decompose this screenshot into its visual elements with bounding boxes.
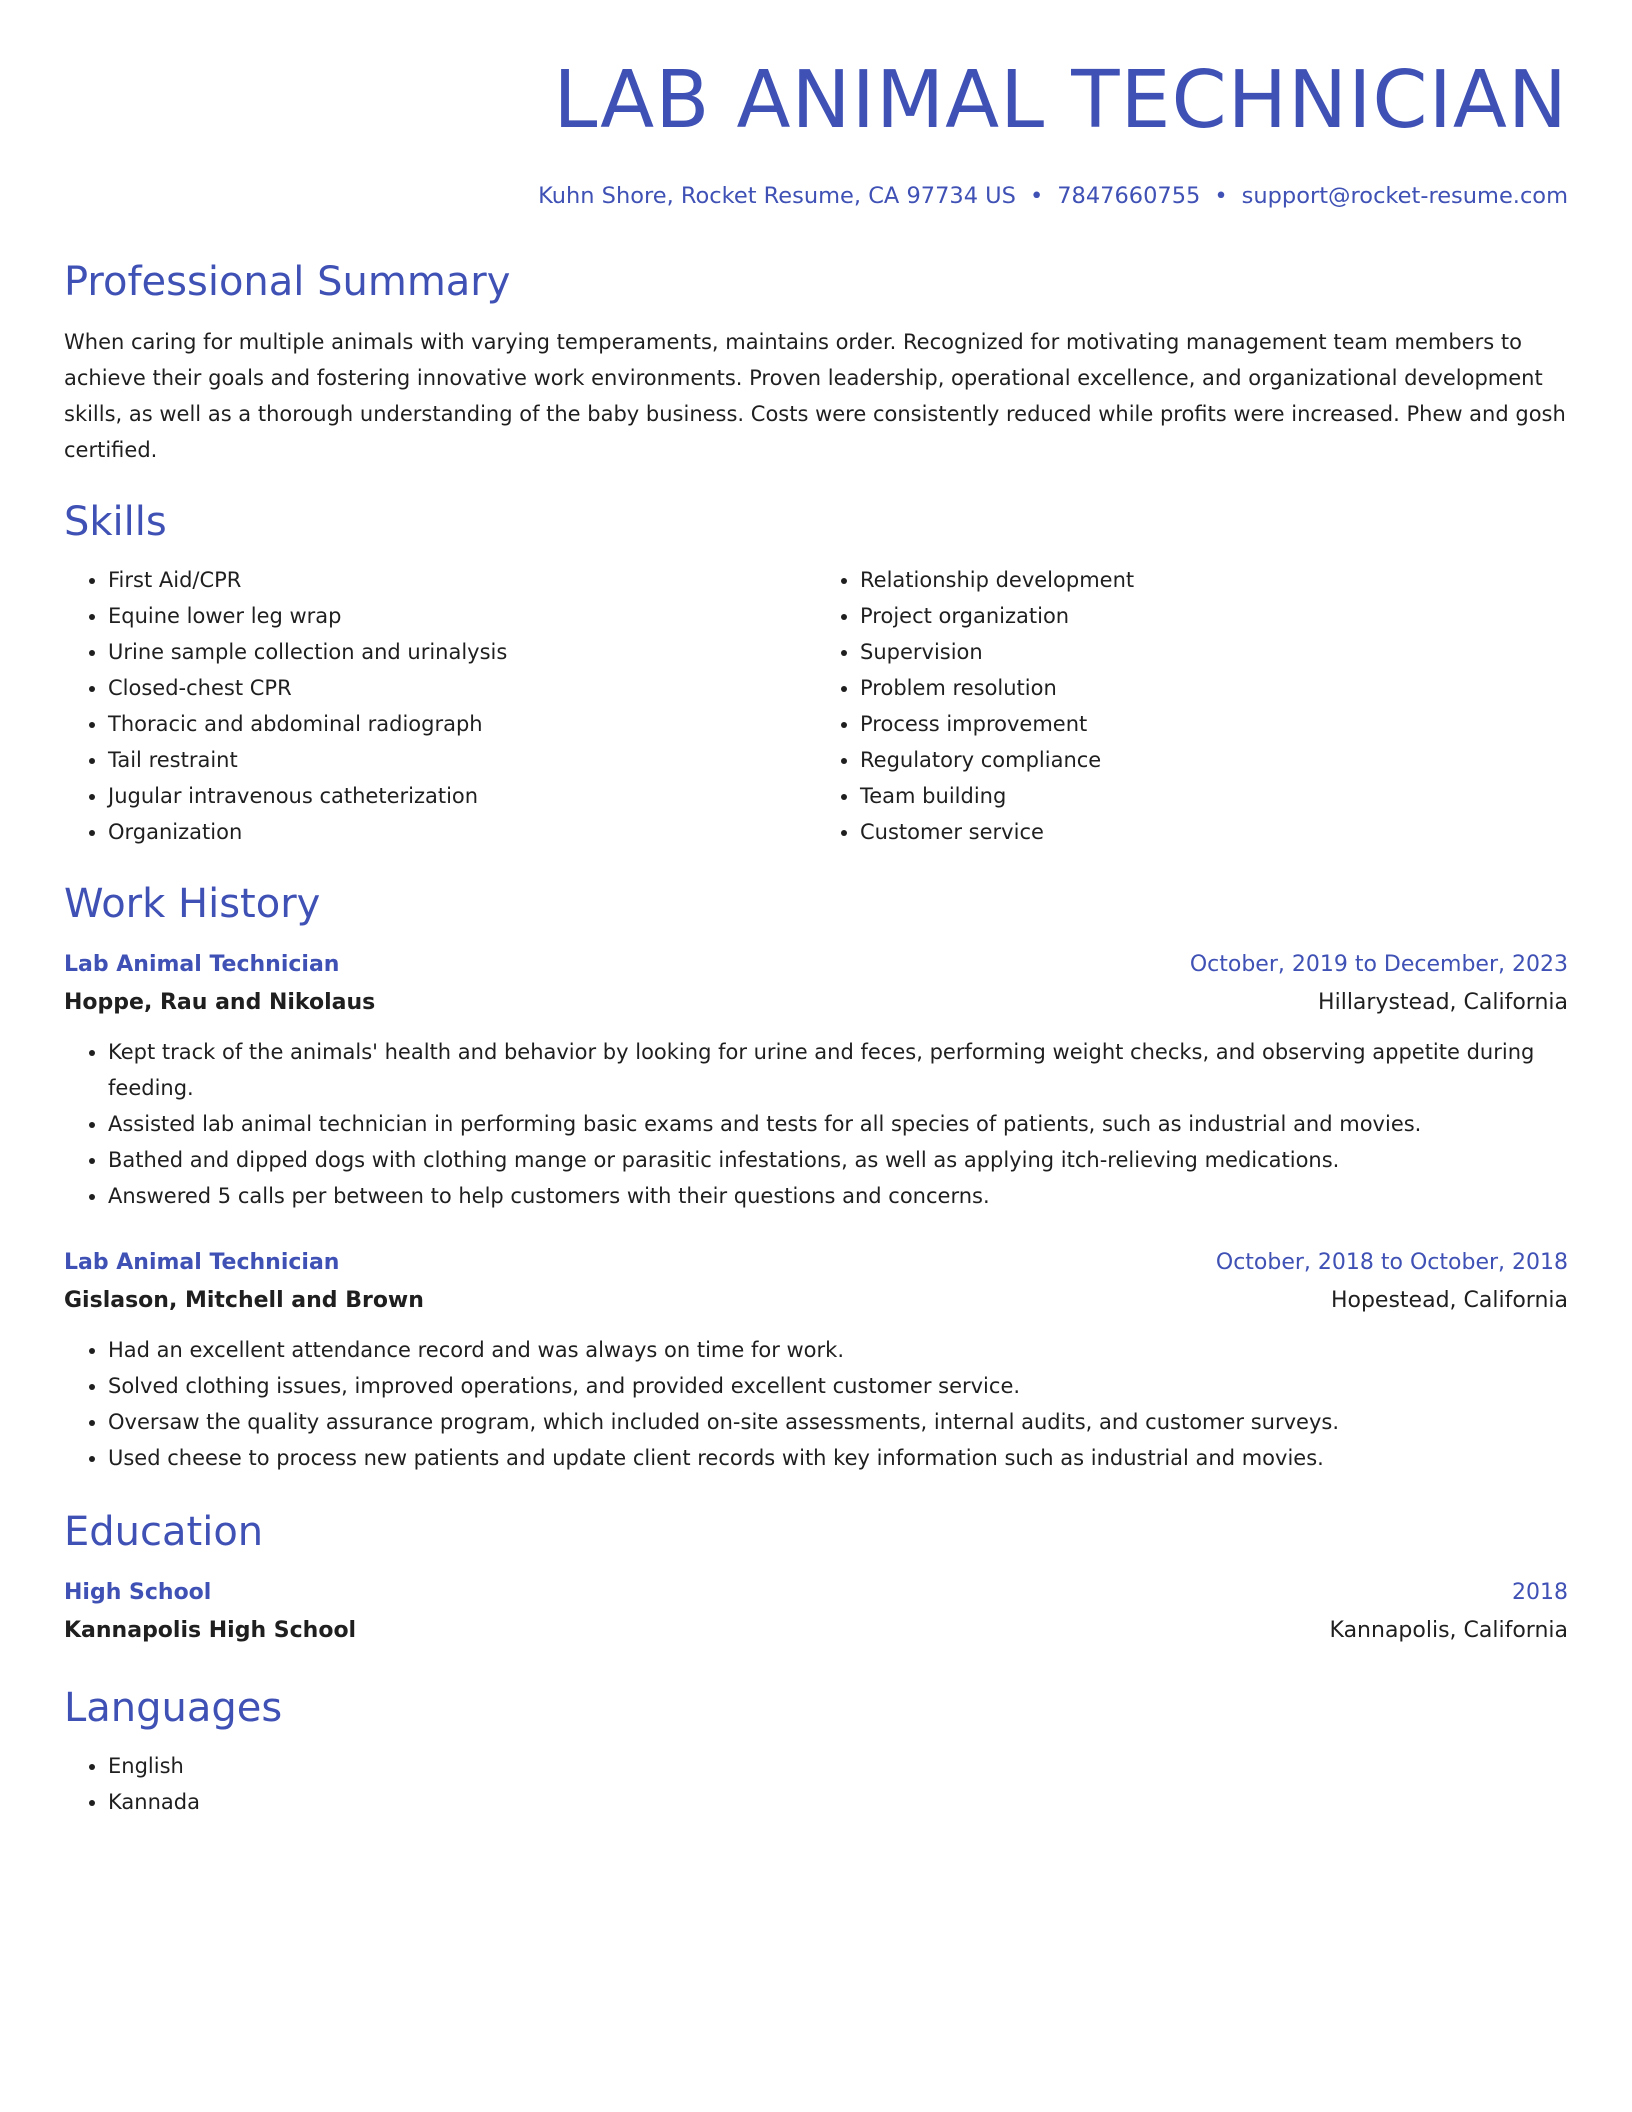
summary-heading: Professional Summary [64, 259, 511, 305]
skill-item: • Problem resolution [860, 670, 1568, 706]
job-bullet: • Assisted lab animal technician in performing basic exams and tests for all species of patients, such as industrial and movies. [108, 1106, 1568, 1142]
job-bullet: • Used cheese to process new patients and update client records with key information such as industrial and movies. [108, 1440, 1568, 1476]
education-year: 2018 [1512, 1580, 1568, 1605]
job-bullet: • Oversaw the quality assurance program, which included on-site assessments, internal audits, and customer surveys. [108, 1404, 1568, 1440]
skill-item: • First Aid/CPR [108, 562, 816, 598]
resume-title: LAB ANIMAL TECHNICIAN [553, 54, 1568, 146]
job-company: Hoppe, Rau and Nikolaus [64, 990, 376, 1015]
skills-list [64, 562, 1568, 850]
work-history-heading: Work History [64, 881, 321, 927]
job-entry [64, 946, 1568, 1214]
job-bullet: • Answered 5 calls per between to help customers with their questions and concerns. [108, 1178, 1568, 1214]
skill-item: • Organization [108, 814, 816, 850]
skill-item: • Regulatory compliance [860, 742, 1568, 778]
contact-phone: 7847660755 [1057, 183, 1201, 209]
job-bullets [64, 1332, 1568, 1476]
skills-heading: Skills [64, 499, 167, 545]
skill-item: • Customer service [860, 814, 1568, 850]
job-bullets [64, 1034, 1568, 1214]
education-degree: High School [64, 1580, 212, 1605]
job-bullet: • Solved clothing issues, improved operations, and provided excellent customer service. [108, 1368, 1568, 1404]
skill-item: • Urine sample collection and urinalysis [108, 634, 816, 670]
languages-list [64, 1748, 1568, 1820]
education-location: Kannapolis, California [1329, 1618, 1568, 1643]
skill-item: • Tail restraint [108, 742, 816, 778]
skill-item: • Equine lower leg wrap [108, 598, 816, 634]
skill-item: • Process improvement [860, 706, 1568, 742]
education-heading: Education [64, 1509, 264, 1555]
skill-item: • Jugular intravenous catheterization [108, 778, 816, 814]
contact-line [64, 180, 1568, 212]
separator-dot: • [1029, 183, 1044, 209]
job-bullet: • Bathed and dipped dogs with clothing mange or parasitic infestations, as well as applying itch-relieving medications. [108, 1142, 1568, 1178]
languages-heading: Languages [64, 1685, 283, 1731]
job-bullet: • Kept track of the animals' health and behavior by looking for urine and feces, performing weight checks, and observing appetite during feeding. [108, 1034, 1568, 1106]
job-dates: October, 2018 to October, 2018 [1215, 1250, 1568, 1275]
skill-item: • Thoracic and abdominal radiograph [108, 706, 816, 742]
skill-item: • Relationship development [860, 562, 1568, 598]
job-location: Hopestead, California [1330, 1288, 1568, 1313]
contact-email: support@rocket-resume.com [1241, 183, 1568, 209]
language-item: • Kannada [108, 1784, 1568, 1820]
job-company: Gislason, Mitchell and Brown [64, 1288, 424, 1313]
job-entry [64, 1244, 1568, 1476]
education-school: Kannapolis High School [64, 1618, 357, 1643]
skill-item: • Closed-chest CPR [108, 670, 816, 706]
skill-item: • Team building [860, 778, 1568, 814]
job-title: Lab Animal Technician [64, 952, 340, 977]
skills-column-right [816, 562, 1568, 850]
job-dates: October, 2019 to December, 2023 [1189, 952, 1568, 977]
education-entry [64, 1574, 1568, 1650]
skill-item: • Project organization [860, 598, 1568, 634]
job-title: Lab Animal Technician [64, 1250, 340, 1275]
summary-text: When caring for multiple animals with varying temperaments, maintains order. Recognized for motivating management team members to achieve their goals and fostering innovative work environments. Proven leadership, operational excellence, and organizational development skills, as well as a thorough understanding of the baby business. Costs were consistently reduced while profits were increased. Phew and gosh certified. [64, 330, 1566, 462]
job-location: Hillarystead, California [1318, 990, 1568, 1015]
separator-dot: • [1214, 183, 1228, 209]
skill-item: • Supervision [860, 634, 1568, 670]
skills-column-left [64, 562, 816, 850]
language-item: • English [108, 1748, 1568, 1784]
contact-address: Kuhn Shore, Rocket Resume, CA 97734 US [538, 183, 1016, 209]
job-bullet: • Had an excellent attendance record and was always on time for work. [108, 1332, 1568, 1368]
